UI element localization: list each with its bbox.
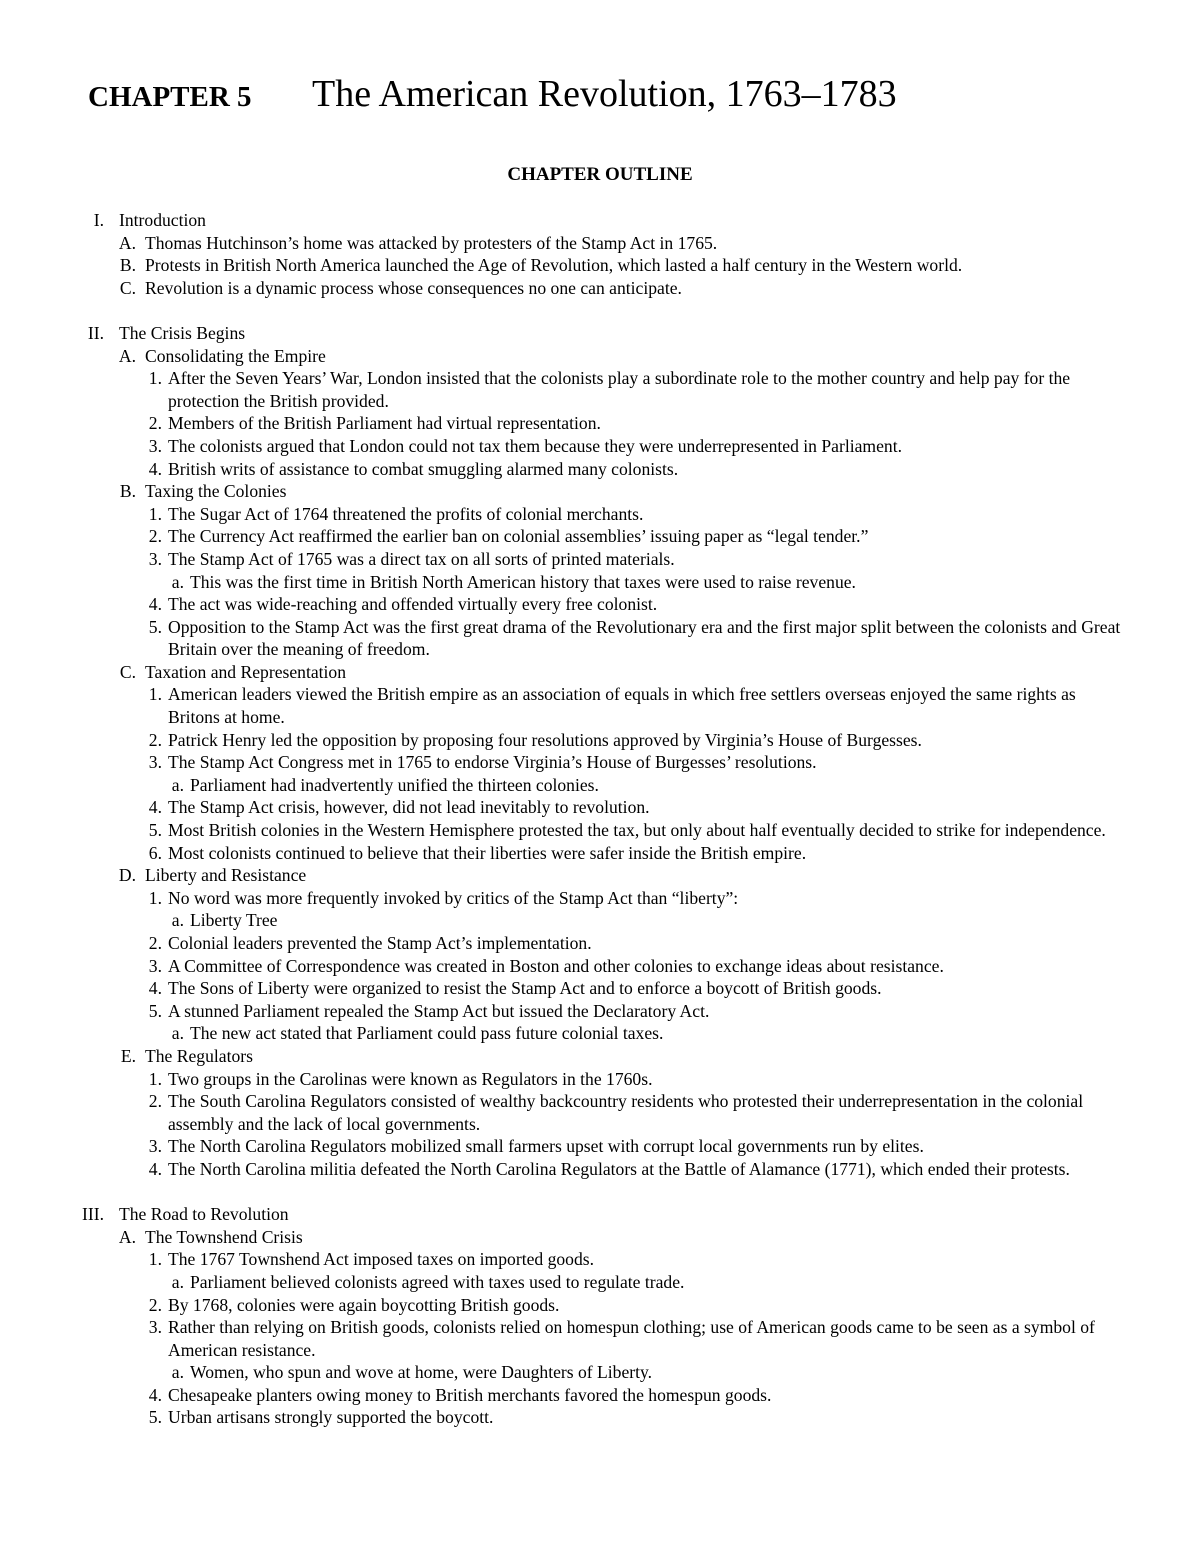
outline-text: Most colonists continued to believe that their liberties were safer inside the British empire. xyxy=(168,842,807,863)
chapter-outline xyxy=(0,209,1200,1429)
outline-marker: C. xyxy=(119,661,136,682)
outline-marker: 5. xyxy=(148,1000,162,1021)
outline-marker: 1. xyxy=(148,1068,162,1089)
outline-marker: II. xyxy=(87,322,104,343)
outline-text: Introduction xyxy=(119,210,206,230)
outline-text: A stunned Parliament repealed the Stamp Act but issued the Declaratory Act. xyxy=(168,1000,710,1021)
outline-point xyxy=(0,932,1200,955)
outline-marker: 2. xyxy=(148,413,162,434)
outline-text: Chesapeake planters owing money to British merchants favored the homespun goods. xyxy=(168,1384,772,1405)
outline-point xyxy=(0,435,1200,458)
outline-subsection xyxy=(0,1045,1200,1068)
outline-text: Urban artisans strongly supported the boycott. xyxy=(168,1407,494,1428)
outline-section xyxy=(0,209,1200,299)
outline-marker: 1. xyxy=(148,1249,162,1270)
outline-marker: 2. xyxy=(148,1294,162,1315)
outline-subsection xyxy=(0,864,1200,887)
outline-point xyxy=(0,548,1200,571)
outline-section xyxy=(0,1203,1200,1429)
outline-point xyxy=(0,842,1200,865)
outline-text: The new act stated that Parliament could pass future colonial taxes. xyxy=(190,1023,664,1044)
outline-marker: 5. xyxy=(148,1407,162,1428)
outline-point xyxy=(0,729,1200,752)
outline-text: The 1767 Townshend Act imposed taxes on imported goods. xyxy=(168,1249,595,1270)
outline-text: Taxation and Representation xyxy=(145,661,347,682)
outline-point xyxy=(0,367,1200,412)
outline-text: Liberty Tree xyxy=(190,910,278,931)
outline-subsection xyxy=(0,232,1200,255)
outline-point xyxy=(0,503,1200,526)
outline-text: The North Carolina militia defeated the North Carolina Regulators at the Battle of Alamance (1771), which ended their protests. xyxy=(168,1158,1070,1179)
outline-subsection xyxy=(0,277,1200,300)
outline-marker: 6. xyxy=(148,842,162,863)
outline-text: Two groups in the Carolinas were known as Regulators in the 1760s. xyxy=(168,1068,653,1089)
outline-section-title xyxy=(0,209,1200,232)
outline-marker: a. xyxy=(171,1362,184,1383)
outline-marker: D. xyxy=(118,865,136,886)
outline-point xyxy=(0,525,1200,548)
outline-point xyxy=(0,458,1200,481)
outline-subsection xyxy=(0,254,1200,277)
outline-marker: C. xyxy=(119,277,136,298)
outline-text: By 1768, colonies were again boycotting British goods. xyxy=(168,1294,560,1315)
outline-marker: 4. xyxy=(148,797,162,818)
outline-subsection xyxy=(0,345,1200,368)
outline-marker: a. xyxy=(171,1023,184,1044)
outline-text: The Sons of Liberty were organized to resist the Stamp Act and to enforce a boycott of British goods. xyxy=(168,978,882,999)
outline-point xyxy=(0,1090,1200,1135)
outline-point xyxy=(0,1135,1200,1158)
outline-marker: 3. xyxy=(148,1136,162,1157)
outline-marker: a. xyxy=(171,910,184,931)
outline-text: This was the first time in British North American history that taxes were used to raise revenue. xyxy=(190,571,856,592)
outline-marker: III. xyxy=(82,1204,104,1225)
chapter-header xyxy=(88,72,897,116)
outline-marker: 4. xyxy=(148,1158,162,1179)
outline-subsection xyxy=(0,480,1200,503)
chapter-label: CHAPTER 5 xyxy=(88,81,252,113)
outline-point xyxy=(0,593,1200,616)
outline-text: The Regulators xyxy=(145,1045,253,1066)
outline-marker: E. xyxy=(120,1045,136,1066)
outline-text: Colonial leaders prevented the Stamp Act’s implementation. xyxy=(168,933,592,953)
outline-point xyxy=(0,751,1200,774)
outline-text: Parliament had inadvertently unified the thirteen colonies. xyxy=(190,774,599,795)
outline-marker: 4. xyxy=(148,594,162,615)
outline-marker: 2. xyxy=(148,933,162,953)
outline-marker: 5. xyxy=(148,616,162,637)
outline-marker: 1. xyxy=(148,503,162,524)
outline-text: The act was wide-reaching and offended virtually every free colonist. xyxy=(168,594,658,615)
outline-point xyxy=(0,1384,1200,1407)
outline-text: Opposition to the Stamp Act was the first great drama of the Revolutionary era and the first major split between the colonists and Great Britain over the meaning of freedom. xyxy=(168,616,1121,660)
outline-text: The Townshend Crisis xyxy=(145,1226,303,1247)
outline-text: Thomas Hutchinson’s home was attacked by protesters of the Stamp Act in 1765. xyxy=(145,232,718,253)
outline-text: Parliament believed colonists agreed with taxes used to regulate trade. xyxy=(190,1271,685,1292)
outline-marker: 3. xyxy=(148,548,162,569)
outline-section xyxy=(0,322,1200,1181)
outline-marker: 3. xyxy=(148,1317,162,1338)
outline-text: The Currency Act reaffirmed the earlier ban on colonial assemblies’ issuing paper as “legal tender.” xyxy=(168,526,869,547)
outline-point xyxy=(0,1158,1200,1181)
outline-text: Consolidating the Empire xyxy=(145,345,326,366)
outline-subpoint xyxy=(0,571,1200,594)
outline-heading: CHAPTER OUTLINE xyxy=(507,164,693,185)
outline-text: The Stamp Act of 1765 was a direct tax on all sorts of printed materials. xyxy=(168,548,675,569)
outline-point xyxy=(0,977,1200,1000)
outline-subpoint xyxy=(0,1022,1200,1045)
outline-section-title xyxy=(0,1203,1200,1226)
outline-point xyxy=(0,616,1200,661)
outline-text: No word was more frequently invoked by critics of the Stamp Act than “liberty”: xyxy=(168,887,739,908)
outline-text: The North Carolina Regulators mobilized small farmers upset with corrupt local governments run by elites. xyxy=(168,1136,924,1157)
outline-text: Most British colonies in the Western Hemisphere protested the tax, but only about half eventually decided to strike for independence. xyxy=(168,820,1106,841)
outline-point xyxy=(0,1406,1200,1429)
outline-text: A Committee of Correspondence was created in Boston and other colonies to exchange ideas about resistance. xyxy=(168,955,944,976)
outline-point xyxy=(0,1068,1200,1091)
outline-marker: a. xyxy=(171,571,184,592)
outline-marker: 5. xyxy=(148,820,162,841)
outline-text: The South Carolina Regulators consisted of wealthy backcountry residents who protested their underrepresentation in the colonial assembly and the lack of local governments. xyxy=(168,1091,1084,1134)
outline-text: After the Seven Years’ War, London insisted that the colonists play a subordinate role to the mother country and help pay for the protection the British provided. xyxy=(168,368,1071,411)
outline-marker: B. xyxy=(119,481,136,502)
outline-marker: 1. xyxy=(148,368,162,389)
outline-point xyxy=(0,955,1200,978)
outline-text: Taxing the Colonies xyxy=(145,481,287,502)
outline-marker: 3. xyxy=(148,955,162,976)
outline-text: Liberty and Resistance xyxy=(145,865,307,886)
outline-marker: A. xyxy=(118,1226,136,1247)
outline-text: The Stamp Act crisis, however, did not lead inevitably to revolution. xyxy=(168,797,650,818)
outline-point xyxy=(0,1294,1200,1317)
outline-marker: 2. xyxy=(148,1091,162,1112)
outline-marker: I. xyxy=(93,210,104,230)
outline-text: British writs of assistance to combat smuggling alarmed many colonists. xyxy=(168,458,679,479)
outline-marker: 2. xyxy=(148,526,162,547)
outline-marker: 4. xyxy=(148,1384,162,1405)
outline-text: Women, who spun and wove at home, were Daughters of Liberty. xyxy=(190,1362,653,1383)
outline-text: The Road to Revolution xyxy=(119,1204,289,1225)
outline-subpoint xyxy=(0,774,1200,797)
outline-text: Rather than relying on British goods, colonists relied on homespun clothing; use of American goods came to be seen as a symbol of American resistance. xyxy=(168,1317,1095,1360)
outline-point xyxy=(0,1316,1200,1361)
outline-marker: B. xyxy=(119,255,136,276)
chapter-title: The American Revolution, 1763–1783 xyxy=(312,73,897,115)
outline-point xyxy=(0,887,1200,910)
outline-text: Revolution is a dynamic process whose consequences no one can anticipate. xyxy=(145,277,682,298)
outline-marker: 1. xyxy=(148,684,162,705)
outline-point xyxy=(0,1000,1200,1023)
outline-marker: A. xyxy=(118,345,136,366)
outline-text: The Crisis Begins xyxy=(119,322,246,343)
outline-point xyxy=(0,683,1200,728)
outline-marker: 3. xyxy=(148,435,162,456)
outline-text: The colonists argued that London could not tax them because they were underrepresented in Parliament. xyxy=(168,435,902,456)
outline-point xyxy=(0,1248,1200,1271)
outline-text: American leaders viewed the British empire as an association of equals in which free settlers overseas enjoyed the same rights as Britons at home. xyxy=(168,684,1076,728)
outline-text: The Sugar Act of 1764 threatened the profits of colonial merchants. xyxy=(168,503,644,524)
outline-marker: a. xyxy=(171,1271,184,1292)
outline-section-title xyxy=(0,322,1200,345)
outline-text: Members of the British Parliament had virtual representation. xyxy=(168,413,601,434)
outline-point xyxy=(0,796,1200,819)
outline-point xyxy=(0,412,1200,435)
outline-marker: 4. xyxy=(148,978,162,999)
outline-subsection xyxy=(0,661,1200,684)
outline-marker: a. xyxy=(171,774,184,795)
outline-subpoint xyxy=(0,1271,1200,1294)
outline-marker: 2. xyxy=(148,729,162,750)
outline-subpoint xyxy=(0,1361,1200,1384)
outline-point xyxy=(0,819,1200,842)
outline-text: Protests in British North America launched the Age of Revolution, which lasted a half century in the Western world. xyxy=(145,255,963,276)
outline-text: Patrick Henry led the opposition by proposing four resolutions approved by Virginia’s House of Burgesses. xyxy=(168,729,922,750)
outline-marker: 3. xyxy=(148,752,162,773)
outline-subpoint xyxy=(0,909,1200,932)
outline-text: The Stamp Act Congress met in 1765 to endorse Virginia’s House of Burgesses’ resolutions. xyxy=(168,752,817,773)
outline-marker: A. xyxy=(118,232,136,253)
outline-subsection xyxy=(0,1226,1200,1249)
outline-marker: 4. xyxy=(148,458,162,479)
outline-marker: 1. xyxy=(148,887,162,908)
